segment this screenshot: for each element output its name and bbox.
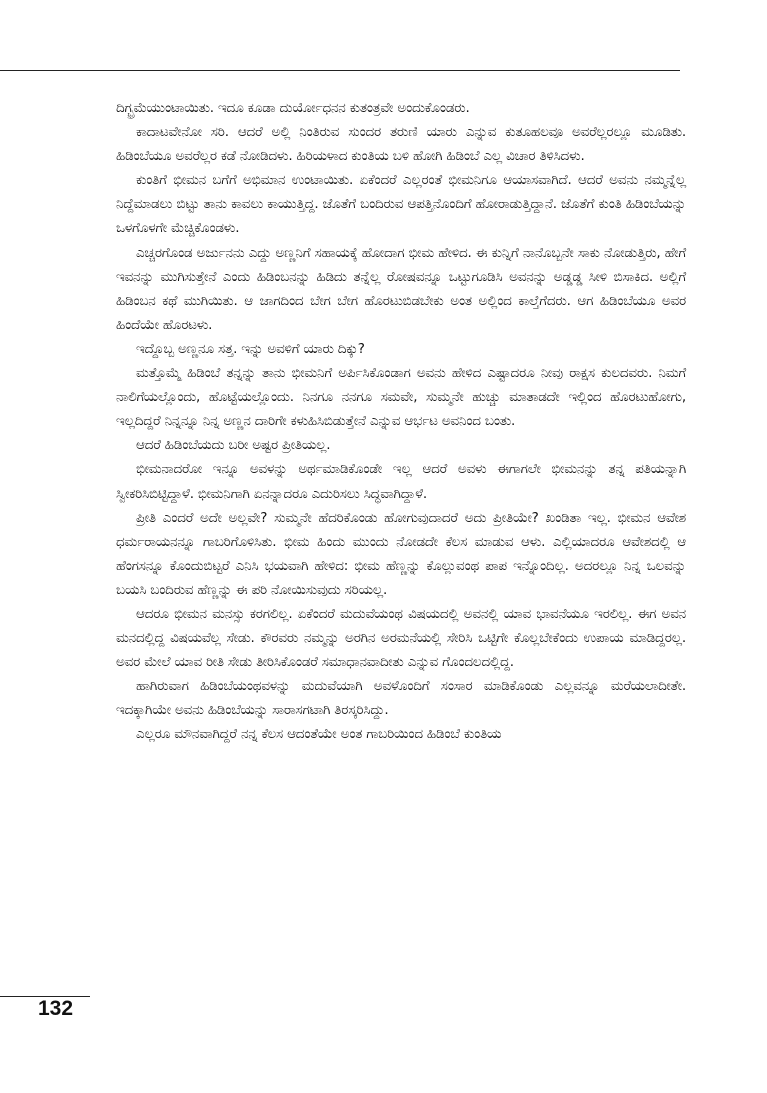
header-rule bbox=[0, 70, 680, 71]
paragraph: ಕಾದಾಟವೇನೋ ಸರಿ. ಆದರೆ ಅಲ್ಲಿ ನಿಂತಿರುವ ಸುಂದರ ತರುಣಿ ಯಾರು ಎನ್ನುವ ಕುತೂಹಲವೂ ಅವರೆಲ್ಲರಲ್ಲೂ ಮೂಡಿತು. ಹಿಡಿಂಬೆಯೂ ಅವರೆಲ್ಲರ ಕಡೆ ನೋಡಿದಳು. ಹಿರಿಯಳಾದ ಕುಂತಿಯ ಬಳಿ ಹೋಗಿ ಹಿಡಿಂಬೆ ಎಲ್ಲ ವಿಚಾರ ತಿಳಿಸಿದಳು. bbox=[116, 124, 686, 165]
page-number: 132 bbox=[38, 997, 74, 1020]
paragraph: ಎಚ್ಚರಗೊಂಡ ಅರ್ಜುನನು ಎದ್ದು ಅಣ್ಣನಿಗೆ ಸಹಾಯಕ್ಕೆ ಹೋದಾಗ ಭೀಮ ಹೇಳಿದ. ಈ ಕುನ್ನಿಗೆ ನಾನೊಬ್ಬನೇ ಸಾಕು ನೋಡುತ್ತಿರು, ಹೇಗೆ ಇವನನ್ನು ಮುಗಿಸುತ್ತೇನೆ ಎಂದು ಹಿಡಿಂಬನನ್ನು ಹಿಡಿದು ತನ್ನೆಲ್ಲ ರೋಷವನ್ನೂ ಒಟ್ಟುಗೂಡಿಸಿ ಅವನನ್ನು ಅಡ್ಡಡ್ಡ ಸೀಳಿ ಬಿಸಾಕಿದ. ಅಲ್ಲಿಗೆ ಹಿಡಿಂಬನ ಕಥೆ ಮುಗಿಯಿತು. ಆ ಜಾಗದಿಂದ ಬೇಗ ಬೇಗ ಹೊರಟುಬಿಡಬೇಕು ಅಂತ ಅಲ್ಲಿಂದ ಕಾಲ್ತೆಗೆದರು. ಆಗ ಹಿಡಿಂಬೆಯೂ ಅವರ ಹಿಂದೆಯೇ ಹೊರಟಳು. bbox=[116, 244, 686, 333]
paragraph: ಭೀಮನಾದರೋ ಇನ್ನೂ ಅವಳನ್ನು ಅರ್ಥಮಾಡಿಕೊಂಡೇ ಇಲ್ಲ ಆದರೆ ಅವಳು ಈಗಾಗಲೇ ಭೀಮನನ್ನು ತನ್ನ ಪತಿಯನ್ನಾಗಿ ಸ್ವೀಕರಿಸಿಬಿಟ್ಟಿದ್ದಾಳೆ. ಭೀಮನಿಗಾಗಿ ಏನನ್ನಾದರೂ ಎದುರಿಸಲು ಸಿದ್ಧವಾಗಿದ್ದಾಳೆ. bbox=[116, 461, 686, 502]
paragraph: ಮತ್ತೊಮ್ಮೆ ಹಿಡಿಂಬೆ ತನ್ನನ್ನು ತಾನು ಭೀಮನಿಗೆ ಅರ್ಪಿಸಿಕೊಂಡಾಗ ಅವನು ಹೇಳಿದ ಎಷ್ಟಾದರೂ ನೀವು ರಾಕ್ಷಸ ಕುಲದವರು. ನಿಮಗೆ ನಾಲಿಗೆಯಲ್ಲೊಂದು, ಹೊಟ್ಟೆಯಲ್ಲೊಂದು. ನಿನಗೂ ನನಗೂ ಸಮವೇ, ಸುಮ್ಮನೇ ಹುಚ್ಚು ಮಾತಾಡದೇ ಇಲ್ಲಿಂದ ಹೊರಟುಹೋಗು, ಇಲ್ಲದಿದ್ದರೆ ನಿನ್ನನ್ನೂ ನಿನ್ನ ಅಣ್ಣನ ದಾರಿಗೇ ಕಳುಹಿಸಿಬಿಡುತ್ತೇನೆ ಎನ್ನುವ ಆರ್ಭಟ ಅವನಿಂದ ಬಂತು. bbox=[116, 365, 686, 430]
paragraph: ಹಾಗಿರುವಾಗ ಹಿಡಿಂಬೆಯಂಥವಳನ್ನು ಮದುವೆಯಾಗಿ ಅವಳೊಂದಿಗೆ ಸಂಸಾರ ಮಾಡಿಕೊಂಡು ಎಲ್ಲವನ್ನೂ ಮರೆಯಲಾದೀತೇ. ಇದಕ್ಕಾಗಿಯೇ ಅವನು ಹಿಡಿಂಬೆಯನ್ನು ಸಾರಾಸಗಟಾಗಿ ತಿರಸ್ಕರಿಸಿದ್ದು. bbox=[116, 678, 686, 719]
paragraph: ಪ್ರೀತಿ ಎಂದರೆ ಅದೇ ಅಲ್ಲವೇ? ಸುಮ್ಮನೇ ಹೆದರಿಕೊಂಡು ಹೋಗುವುದಾದರೆ ಅದು ಪ್ರೀತಿಯೇ? ಖಂಡಿತಾ ಇಲ್ಲ. ಭೀಮನ ಆವೇಶ ಧರ್ಮರಾಯನನ್ನೂ ಗಾಬರಿಗೊಳಿಸಿತು. ಭೀಮ ಹಿಂದು ಮುಂದು ನೋಡದೇ ಕೆಲಸ ಮಾಡುವ ಆಳು. ಎಲ್ಲಿಯಾದರೂ ಆವೇಶದಲ್ಲಿ ಆ ಹೆಂಗಸನ್ನೂ ಕೊಂದುಬಿಟ್ಟರೆ ಎನಿಸಿ ಭಯವಾಗಿ ಹೇಳಿದ: ಭೀಮ ಹೆಣ್ಣನ್ನು ಕೊಲ್ಲುವಂಥ ಪಾಪ ಇನ್ನೊಂದಿಲ್ಲ. ಅದರಲ್ಲೂ ನಿನ್ನ ಒಲವನ್ನು ಬಯಸಿ ಬಂದಿರುವ ಹೆಣ್ಣನ್ನು ಈ ಪರಿ ನೋಯಿಸುವುದು ಸರಿಯಲ್ಲ. bbox=[116, 509, 686, 598]
paragraph: ದಿಗ್ಭ್ರಮೆಯುಂಟಾಯಿತು. ಇದೂ ಕೂಡಾ ದುರ್ಯೋಧನನ ಕುತಂತ್ರವೇ ಅಂದುಕೊಂಡರು. bbox=[116, 100, 470, 116]
paragraph: ಆದರೆ ಹಿಡಿಂಬೆಯದು ಬರೀ ಅಷ್ಟರ ಪ್ರೀತಿಯಲ್ಲ. bbox=[136, 437, 331, 454]
paragraph: ಕುಂತಿಗೆ ಭೀಮನ ಬಗೆಗೆ ಅಭಿಮಾನ ಉಂಟಾಯಿತು. ಏಕೆಂದರೆ ಎಲ್ಲರಂತೆ ಭೀಮನಿಗೂ ಆಯಾಸವಾಗಿದೆ. ಆದರೆ ಅವನು ನಮ್ಮನ್ನೆಲ್ಲ ನಿದ್ದೆಮಾಡಲು ಬಿಟ್ಟು ತಾನು ಕಾವಲು ಕಾಯುತ್ತಿದ್ದ. ಜೊತೆಗೆ ಬಂದಿರುವ ಆಪತ್ತಿನೊಂದಿಗೆ ಹೋರಾಡುತ್ತಿದ್ದಾನೆ. ಜೊತೆಗೆ ಕುಂತಿ ಹಿಡಿಂಬೆಯನ್ನು ಒಳಗೊಳಗೇ ಮೆಚ್ಚಿಕೊಂಡಳು. bbox=[116, 172, 686, 237]
page-body bbox=[116, 96, 686, 747]
paragraph: ಆದರೂ ಭೀಮನ ಮನಸ್ಸು ಕರಗಲಿಲ್ಲ. ಏಕೆಂದರೆ ಮದುವೆಯಂಥ ವಿಷಯದಲ್ಲಿ ಅವನಲ್ಲಿ ಯಾವ ಭಾವನೆಯೂ ಇರಲಿಲ್ಲ. ಈಗ ಅವನ ಮನದಲ್ಲಿದ್ದ ವಿಷಯವೆಲ್ಲ ಸೇಡು. ಕೌರವರು ನಮ್ಮನ್ನು ಅರಗಿನ ಅರಮನೆಯಲ್ಲಿ ಸೇರಿಸಿ ಒಟ್ಟಿಗೇ ಕೊಲ್ಲಬೇಕೆಂದು ಉಪಾಯ ಮಾಡಿದ್ದರಲ್ಲ. ಅವರ ಮೇಲೆ ಯಾವ ರೀತಿ ಸೇಡು ತೀರಿಸಿಕೊಂಡರೆ ಸಮಾಧಾನವಾದೀತು ಎನ್ನುವ ಗೊಂದಲದಲ್ಲಿದ್ದ. bbox=[116, 605, 686, 671]
paragraph: ಇದ್ದೊಬ್ಬ ಅಣ್ಣನೂ ಸತ್ತ. ಇನ್ನು ಅವಳಿಗೆ ಯಾರು ದಿಕ್ಕು? bbox=[136, 340, 365, 357]
paragraph: ಎಲ್ಲರೂ ಮೌನವಾಗಿದ್ದರೆ ನನ್ನ ಕೆಲಸ ಆದಂತೆಯೇ ಅಂತ ಗಾಬರಿಯಿಂದ ಹಿಡಿಂಬೆ ಕುಂತಿಯ bbox=[136, 726, 502, 743]
